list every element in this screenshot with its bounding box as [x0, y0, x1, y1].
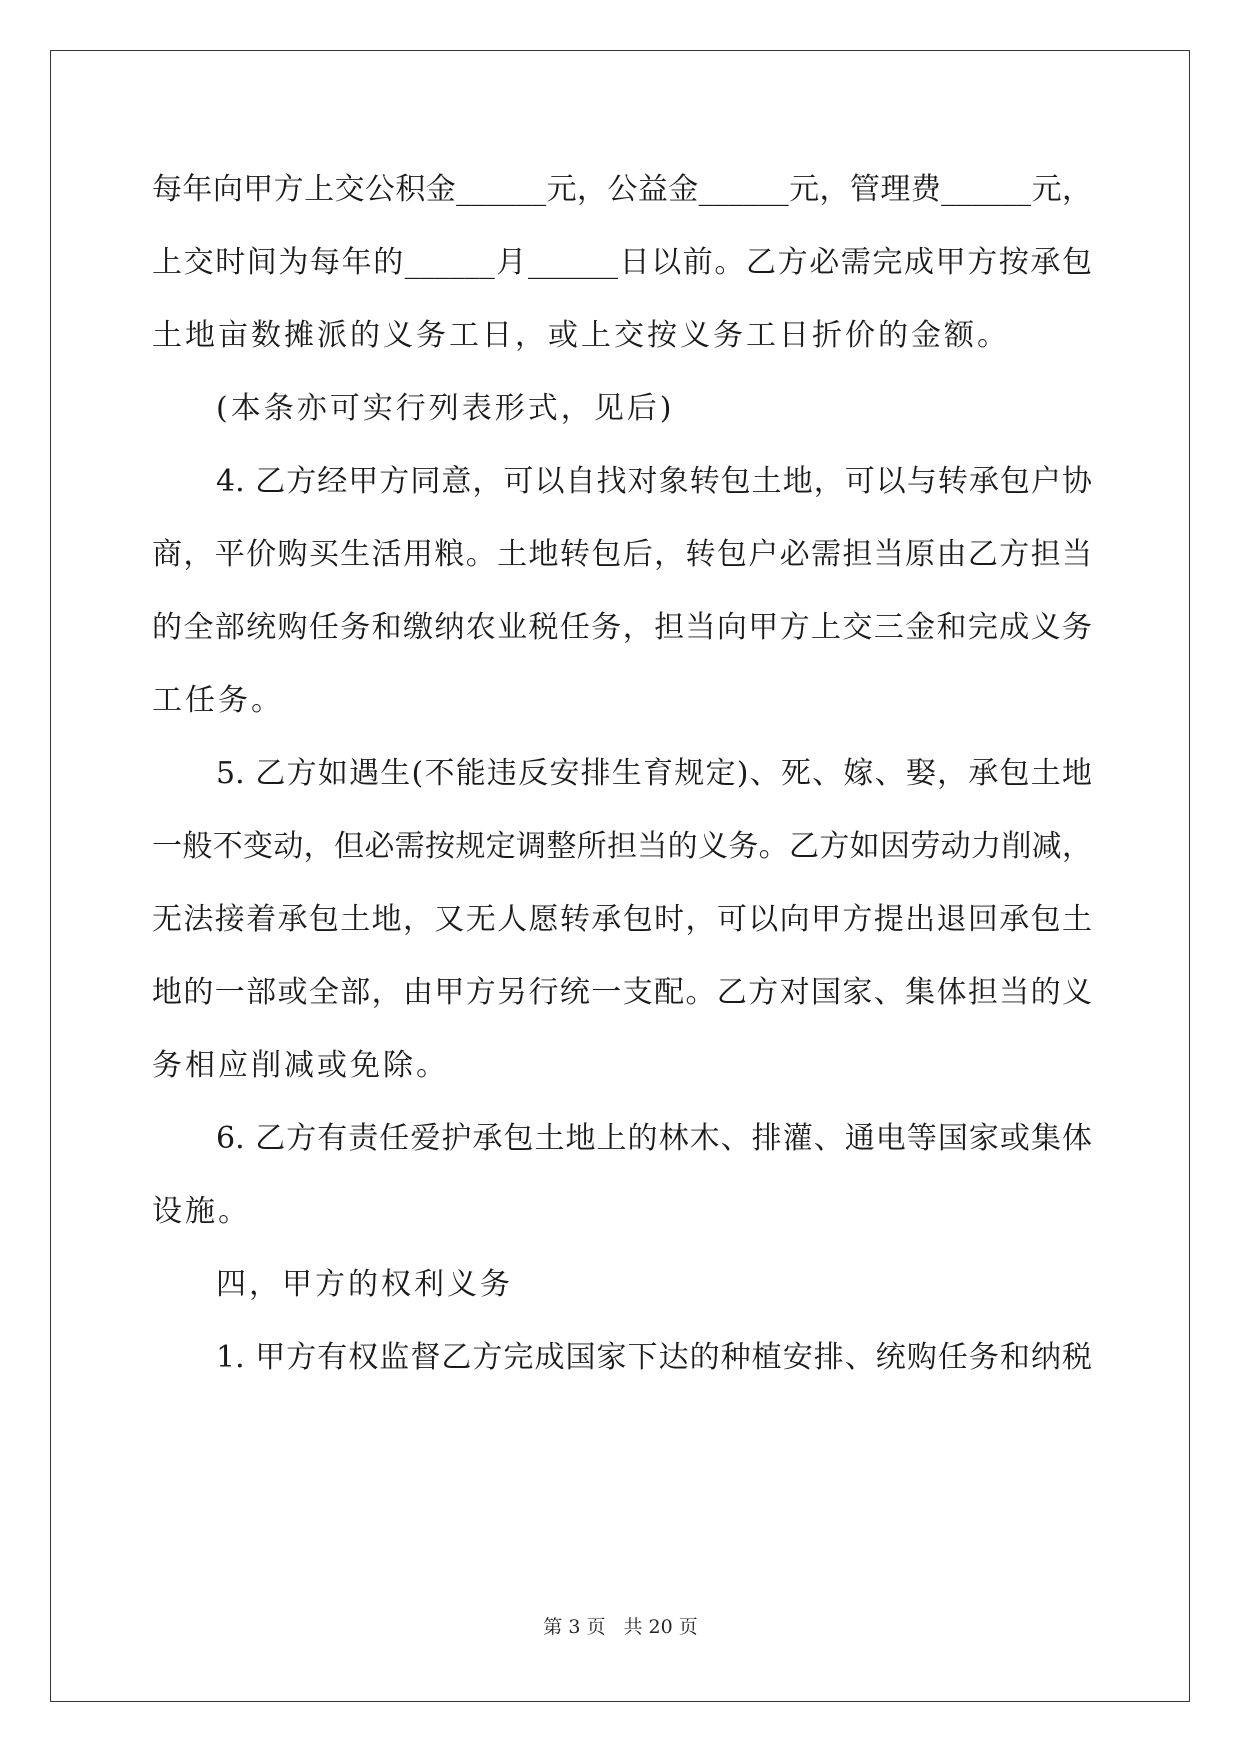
- text-line: 的全部统购任务和缴纳农业税任务，担当向甲方上交三金和完成义务: [152, 610, 1092, 645]
- page-total: 共 20 页: [623, 1616, 698, 1638]
- text-line: 6. 乙方有责任爱护承包土地上的林木、排灌、通电等国家或集体: [216, 1121, 1092, 1156]
- text-line: 每年向甲方上交公积金______元，公益金______元，管理费______元，: [152, 172, 1092, 207]
- text-line: 4. 乙方经甲方同意，可以自找对象转包土地，可以与转承包户协: [216, 464, 1092, 499]
- text-line: 土地亩数摊派的义务工日，或上交按义务工日折价的金额。: [152, 318, 1010, 353]
- text-line: 地的一部或全部，由甲方另行统一支配。乙方对国家、集体担当的义: [152, 975, 1092, 1010]
- section-heading: 四，甲方的权利义务: [216, 1267, 513, 1302]
- text-line: 上交时间为每年的______月______日以前。乙方必需完成甲方按承包: [152, 245, 1092, 280]
- text-line: 设施。: [152, 1194, 251, 1229]
- document-body: [152, 160, 1092, 1401]
- page-number: 第 3 页: [543, 1616, 606, 1638]
- text-line: 5. 乙方如遇生(不能违反安排生育规定)、死、嫁、娶，承包土地: [216, 756, 1092, 791]
- text-line: 1. 甲方有权监督乙方完成国家下达的种植安排、统购任务和纳税: [216, 1340, 1092, 1375]
- text-line: 务相应削减或免除。: [152, 1048, 449, 1083]
- page-footer: [0, 1612, 1241, 1639]
- text-line: 工任务。: [152, 683, 284, 718]
- text-line: 商，平价购买生活用粮。土地转包后，转包户必需担当原由乙方担当: [152, 537, 1092, 572]
- text-line: (本条亦可实行列表形式，见后): [216, 391, 675, 426]
- text-line: 无法接着承包土地，又无人愿转承包时，可以向甲方提出退回承包土: [152, 902, 1092, 937]
- text-line: 一般不变动，但必需按规定调整所担当的义务。乙方如因劳动力削减，: [152, 829, 1092, 864]
